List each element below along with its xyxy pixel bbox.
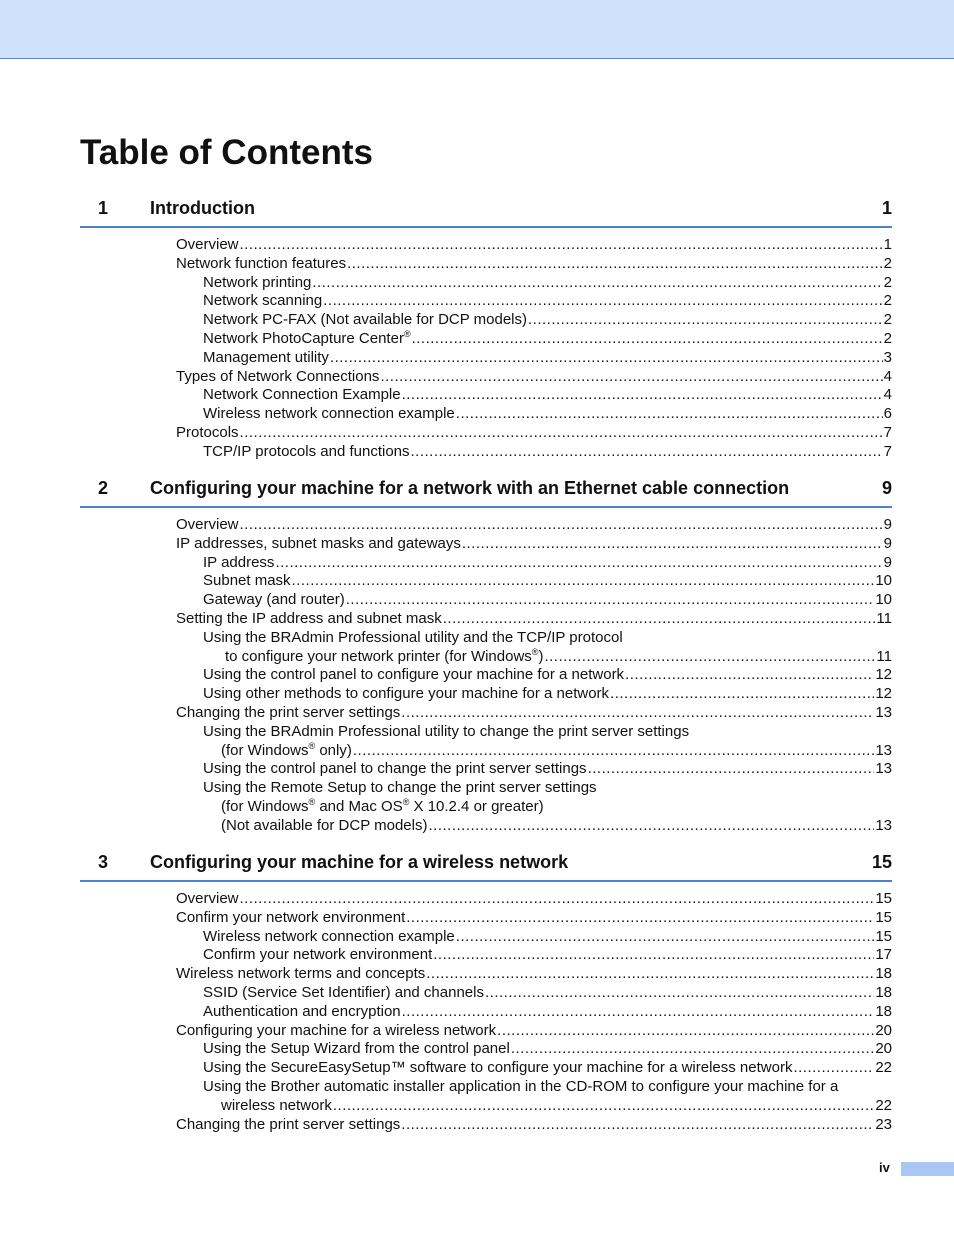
entry-page-number: 15 <box>875 890 892 907</box>
entry-title <box>176 704 400 723</box>
dot-leader <box>625 666 874 685</box>
entry-title <box>221 1097 332 1116</box>
entry-text: Types of Network Connections <box>176 367 380 385</box>
toc-entry[interactable] <box>80 516 892 535</box>
entry-text: Protocols <box>176 423 239 441</box>
toc-entry[interactable] <box>80 330 892 349</box>
dot-leader <box>588 760 875 779</box>
entry-title <box>203 386 401 405</box>
toc-entry[interactable] <box>80 928 892 947</box>
toc-entry[interactable] <box>80 685 892 704</box>
toc-entry[interactable] <box>80 591 892 610</box>
entry-title <box>203 629 623 648</box>
dot-leader <box>330 349 883 368</box>
toc-entry[interactable] <box>80 554 892 573</box>
entry-text: ) <box>538 647 544 665</box>
toc-entry[interactable] <box>80 274 892 293</box>
entry-text: Confirm your network environment <box>176 908 406 926</box>
page-title: Table of Contents <box>80 133 373 172</box>
entry-title <box>203 779 597 798</box>
entry-text: (for Windows <box>221 797 309 815</box>
entry-page-number: 20 <box>875 1040 892 1058</box>
dot-leader <box>312 274 882 293</box>
entry-page-number: 13 <box>875 741 892 759</box>
dot-leader <box>323 292 882 311</box>
entry-page-number: 9 <box>883 553 892 571</box>
dot-leader <box>456 928 875 947</box>
entry-title <box>176 1022 496 1041</box>
entry-page-number: 2 <box>883 292 892 310</box>
entry-page-number: 2 <box>883 329 892 347</box>
dot-leader <box>401 1116 874 1135</box>
toc-entry[interactable] <box>80 572 892 591</box>
entry-text: (Not available for DCP models) <box>221 816 428 834</box>
dot-leader <box>240 516 883 535</box>
entry-page-number: 12 <box>875 685 892 703</box>
entry-text: Confirm your network environment <box>203 946 433 964</box>
entry-title <box>176 368 379 387</box>
entry-title <box>203 591 345 610</box>
toc-entry[interactable] <box>80 779 892 798</box>
dot-leader <box>353 742 874 761</box>
toc-entry[interactable] <box>80 405 892 424</box>
toc-entry[interactable] <box>80 798 892 817</box>
entry-page-number: 2 <box>883 311 892 329</box>
entry-title <box>203 928 455 947</box>
entry-text: Using the BRAdmin Professional utility to change the print server settings <box>203 722 690 740</box>
chapter-page-number: 15 <box>871 852 892 872</box>
dot-leader <box>411 443 883 462</box>
chapter-number: 1 <box>98 198 109 218</box>
entry-title <box>203 330 411 349</box>
registered-mark: ® <box>531 646 539 657</box>
entry-title <box>176 516 239 535</box>
dot-leader <box>275 554 882 573</box>
entry-text: Overview <box>176 890 239 907</box>
toc-entry[interactable] <box>80 946 892 965</box>
entry-text: to configure your network printer (for Windows <box>225 647 532 665</box>
dot-leader <box>433 946 874 965</box>
entry-text: IP address <box>203 553 275 571</box>
entry-page-number: 23 <box>875 1115 892 1133</box>
toc-entry[interactable] <box>80 1059 892 1078</box>
toc-entry[interactable] <box>80 424 892 443</box>
chapter-title: Configuring your machine for a network with an Ethernet cable connection <box>150 478 790 498</box>
entry-page-number: 1 <box>883 236 892 253</box>
entry-text: (for Windows <box>221 741 309 759</box>
toc-entry[interactable] <box>80 292 892 311</box>
toc-entry[interactable] <box>80 1003 892 1022</box>
dot-leader <box>497 1022 874 1041</box>
toc-entry[interactable] <box>80 535 892 554</box>
entry-page-number: 11 <box>876 609 892 627</box>
footer-tab <box>901 1162 954 1176</box>
entry-title <box>203 760 587 779</box>
entry-title <box>203 666 624 685</box>
entry-text: Using the control panel to change the print server settings <box>203 760 587 778</box>
dot-leader <box>292 572 875 591</box>
chapter-title: Introduction <box>150 198 255 218</box>
entry-text: Network Connection Example <box>203 386 401 404</box>
registered-mark: ® <box>403 328 411 339</box>
dot-leader <box>428 817 874 836</box>
entry-title <box>203 723 689 742</box>
entry-title <box>176 890 239 909</box>
entry-page-number: 15 <box>875 927 892 945</box>
entry-page-number: 18 <box>875 983 892 1001</box>
entry-page-number: 22 <box>875 1096 892 1114</box>
entry-page-number: 13 <box>875 703 892 721</box>
dot-leader <box>462 535 883 554</box>
entry-text: Authentication and encryption <box>203 1002 401 1020</box>
entry-text: Network function features <box>176 254 347 272</box>
entry-text: Using the Remote Setup to change the print server settings <box>203 779 597 797</box>
dot-leader <box>610 685 874 704</box>
toc-entry[interactable] <box>80 1116 892 1135</box>
chapter-heading[interactable] <box>80 478 892 508</box>
entry-title <box>176 255 346 274</box>
toc-entry[interactable] <box>80 1040 892 1059</box>
entry-text: Network PC-FAX (Not available for DCP models) <box>203 311 527 329</box>
entry-text: Using the SecureEasySetup™ software to configure your machine for a wireless network <box>203 1059 793 1077</box>
entry-page-number: 13 <box>875 760 892 778</box>
toc-entry[interactable] <box>80 1078 892 1097</box>
toc-entry[interactable] <box>80 648 892 667</box>
toc-entry[interactable] <box>80 629 892 648</box>
toc-entry[interactable] <box>80 704 892 723</box>
entry-text: Management utility <box>203 348 329 366</box>
entry-title <box>203 1040 510 1059</box>
entry-text: Subnet mask <box>203 572 291 590</box>
entry-title <box>203 685 609 704</box>
entry-text: Overview <box>176 516 239 533</box>
toc-entry[interactable] <box>80 1097 892 1116</box>
entry-title <box>203 292 322 311</box>
entry-text: Using the control panel to configure your machine for a network <box>203 666 625 684</box>
entry-text: Using the BRAdmin Professional utility and the TCP/IP protocol <box>203 628 623 646</box>
dot-leader <box>426 965 874 984</box>
toc-entry[interactable] <box>80 890 892 909</box>
dot-leader <box>240 890 875 909</box>
entry-page-number: 9 <box>883 516 892 533</box>
dot-leader <box>412 330 883 349</box>
toc-entry[interactable] <box>80 236 892 255</box>
entry-list <box>80 890 892 1134</box>
chapter-2 <box>80 478 892 836</box>
dot-leader <box>401 704 874 723</box>
toc-entry[interactable] <box>80 909 892 928</box>
entry-text: and Mac OS <box>315 797 403 815</box>
entry-list <box>80 236 892 462</box>
entry-title <box>176 1116 400 1135</box>
chapter-number: 3 <box>98 852 109 872</box>
entry-page-number: 10 <box>875 591 892 609</box>
entry-list <box>80 516 892 836</box>
entry-title <box>176 965 425 984</box>
header-band <box>0 0 954 59</box>
entry-text: Using the Brother automatic installer application in the CD-ROM to configure your machine for a <box>203 1077 839 1095</box>
entry-page-number: 7 <box>883 423 892 441</box>
entry-title <box>225 648 543 667</box>
entry-title <box>203 572 291 591</box>
entry-page-number: 4 <box>883 367 892 385</box>
entry-text: Changing the print server settings <box>176 703 401 721</box>
chapter-number: 2 <box>98 478 109 498</box>
entry-page-number: 9 <box>883 534 892 552</box>
registered-mark: ® <box>402 796 410 807</box>
toc-entry[interactable] <box>80 610 892 629</box>
entry-page-number: 12 <box>875 666 892 684</box>
entry-title <box>203 1059 792 1078</box>
entry-page-number: 18 <box>875 965 892 983</box>
entry-title <box>203 405 455 424</box>
entry-text: X 10.2.4 or greater) <box>409 797 544 815</box>
toc-entry[interactable] <box>80 255 892 274</box>
entry-title <box>203 1078 838 1097</box>
chapter-page-number: 9 <box>881 478 892 498</box>
entry-text: only) <box>315 741 352 759</box>
toc-entry[interactable] <box>80 443 892 462</box>
entry-page-number: 11 <box>876 647 892 665</box>
toc-entry[interactable] <box>80 386 892 405</box>
entry-text: Setting the IP address and subnet mask <box>176 609 442 627</box>
entry-title <box>176 424 239 443</box>
chapter-page-number: 1 <box>881 198 892 218</box>
entry-title <box>176 535 461 554</box>
entry-text: TCP/IP protocols and functions <box>203 442 410 460</box>
dot-leader <box>544 648 875 667</box>
dot-leader <box>240 424 883 443</box>
chapter-heading[interactable] <box>80 198 892 228</box>
entry-title <box>176 610 442 629</box>
toc-entry[interactable] <box>80 817 892 836</box>
entry-page-number: 18 <box>875 1002 892 1020</box>
chapter-heading[interactable] <box>80 852 892 882</box>
entry-text: Network scanning <box>203 292 323 310</box>
entry-text: Changing the print server settings <box>176 1115 401 1133</box>
entry-text: Wireless network connection example <box>203 405 455 423</box>
entry-title <box>203 311 527 330</box>
dot-leader <box>456 405 883 424</box>
toc-entry[interactable] <box>80 1022 892 1041</box>
entry-title <box>203 554 274 573</box>
entry-text: Overview <box>176 236 239 253</box>
entry-page-number: 20 <box>875 1021 892 1039</box>
dot-leader <box>346 591 875 610</box>
dot-leader <box>443 610 876 629</box>
dot-leader <box>528 311 883 330</box>
dot-leader <box>485 984 874 1003</box>
entry-title <box>203 946 432 965</box>
toc-entry[interactable] <box>80 311 892 330</box>
page-number: iv <box>879 1160 890 1175</box>
entry-page-number: 17 <box>875 946 892 964</box>
dot-leader <box>333 1097 874 1116</box>
entry-title <box>203 443 410 462</box>
dot-leader <box>406 909 874 928</box>
toc-entry[interactable] <box>80 368 892 387</box>
dot-leader <box>511 1040 874 1059</box>
entry-page-number: 6 <box>883 405 892 423</box>
dot-leader <box>347 255 883 274</box>
entry-page-number: 2 <box>883 273 892 291</box>
entry-text: IP addresses, subnet masks and gateways <box>176 534 461 552</box>
toc-entry[interactable] <box>80 984 892 1003</box>
entry-text: Configuring your machine for a wireless network <box>176 1021 497 1039</box>
entry-text: Using the Setup Wizard from the control panel <box>203 1040 510 1058</box>
entry-text: Gateway (and router) <box>203 591 345 609</box>
toc-entry[interactable] <box>80 723 892 742</box>
entry-text: Network PhotoCapture Center <box>203 329 404 347</box>
chapter-title: Configuring your machine for a wireless network <box>150 852 569 872</box>
toc-entry[interactable] <box>80 349 892 368</box>
entry-page-number: 7 <box>883 442 892 460</box>
entry-title <box>203 1003 401 1022</box>
dot-leader <box>402 1003 875 1022</box>
toc-entry[interactable] <box>80 742 892 761</box>
toc-entry[interactable] <box>80 760 892 779</box>
dot-leader <box>402 386 883 405</box>
entry-text: Using other methods to configure your machine for a network <box>203 685 610 703</box>
registered-mark: ® <box>308 796 316 807</box>
toc-entry[interactable] <box>80 965 892 984</box>
entry-title <box>221 798 544 817</box>
entry-page-number: 4 <box>883 386 892 404</box>
entry-text: Network printing <box>203 273 312 291</box>
dot-leader <box>793 1059 874 1078</box>
entry-title <box>176 236 239 255</box>
entry-page-number: 2 <box>883 254 892 272</box>
entry-text: Wireless network terms and concepts <box>176 965 426 983</box>
entry-title <box>203 984 484 1003</box>
entry-page-number: 22 <box>875 1059 892 1077</box>
entry-title <box>221 817 427 836</box>
entry-page-number: 10 <box>875 572 892 590</box>
chapter-3 <box>80 852 892 1134</box>
entry-text: wireless network <box>221 1096 332 1114</box>
entry-text: Wireless network connection example <box>203 927 455 945</box>
entry-title <box>176 909 405 928</box>
entry-title <box>221 742 352 761</box>
entry-title <box>203 274 311 293</box>
entry-text: SSID (Service Set Identifier) and channels <box>203 983 484 1001</box>
chapter-1 <box>80 198 892 462</box>
entry-page-number: 3 <box>883 348 892 366</box>
registered-mark: ® <box>308 740 316 751</box>
entry-title <box>203 349 329 368</box>
dot-leader <box>380 368 882 387</box>
dot-leader <box>240 236 883 255</box>
entry-page-number: 15 <box>875 908 892 926</box>
toc-entry[interactable] <box>80 666 892 685</box>
entry-page-number: 13 <box>875 816 892 834</box>
